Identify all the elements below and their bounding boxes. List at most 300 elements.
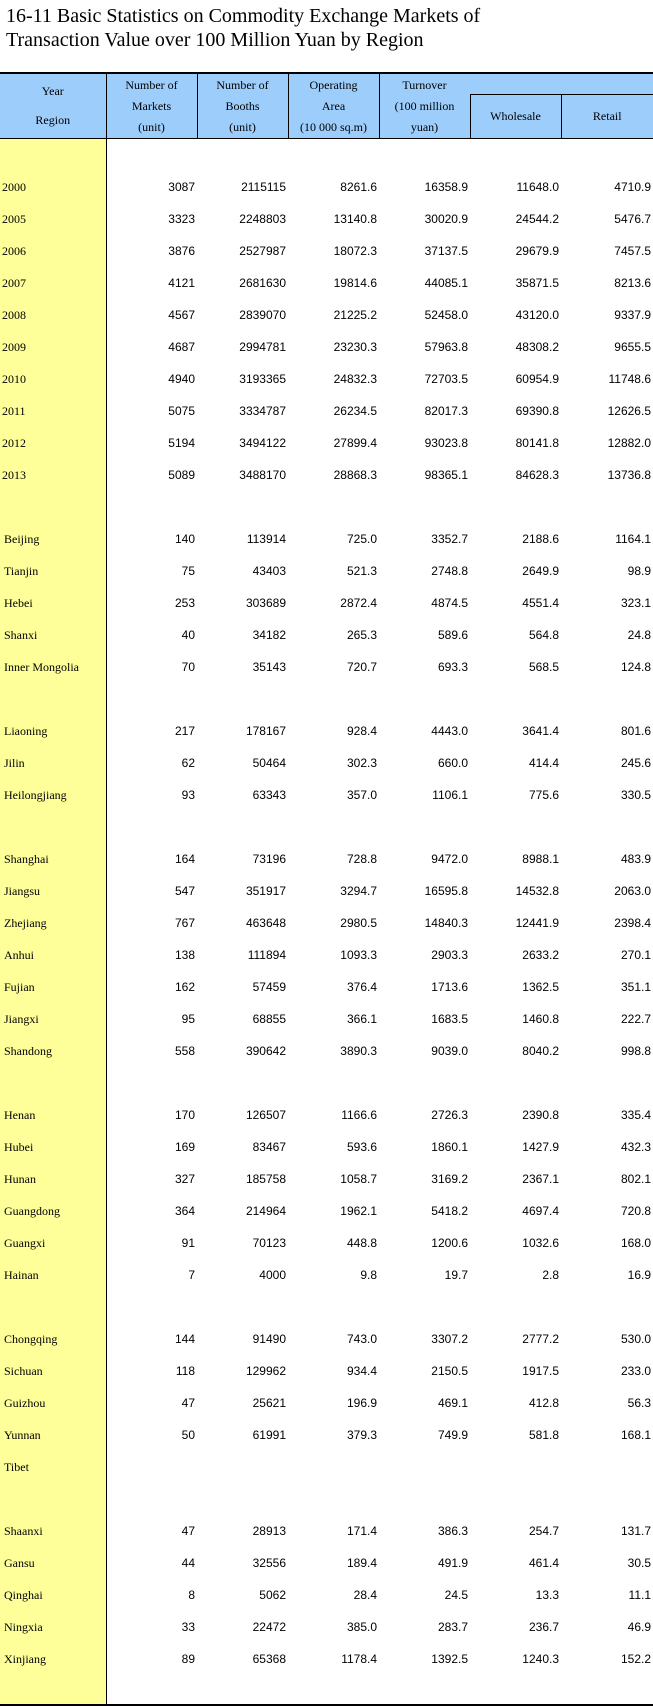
markets-cell: 47 bbox=[181, 1524, 195, 1538]
markets-cell bbox=[106, 1451, 197, 1483]
booths-cell: 2527987 bbox=[239, 244, 286, 258]
markets-cell: 327 bbox=[174, 1172, 195, 1186]
markets-cell: 62 bbox=[181, 756, 195, 770]
area-cell: 3294.7 bbox=[340, 884, 377, 898]
table-row bbox=[0, 1003, 653, 1035]
retail-cell: 24.8 bbox=[627, 628, 651, 642]
booths-cell: 111894 bbox=[247, 948, 286, 962]
wholesale-cell: 254.7 bbox=[528, 1524, 559, 1538]
markets-cell: 253 bbox=[174, 596, 195, 610]
booths-cell: 3334787 bbox=[239, 404, 286, 418]
table-row bbox=[0, 587, 653, 619]
spacer-cell bbox=[197, 139, 288, 172]
retail-cell: 13736.8 bbox=[607, 468, 651, 482]
region-cell: Hebei bbox=[0, 587, 106, 619]
wholesale-cell bbox=[470, 1451, 561, 1483]
booths-cell: 390642 bbox=[245, 1044, 286, 1058]
spacer-cell bbox=[561, 491, 653, 523]
wholesale-cell: 1917.5 bbox=[522, 1364, 559, 1378]
retail-cell: 222.7 bbox=[620, 1012, 651, 1026]
header-turnover-line-3: yuan) bbox=[410, 119, 439, 134]
retail-cell: 56.3 bbox=[627, 1396, 651, 1410]
area-cell: 189.4 bbox=[346, 1556, 377, 1570]
booths-cell: 3193365 bbox=[239, 372, 286, 386]
spacer-row bbox=[0, 139, 653, 172]
header-region: Region bbox=[35, 113, 71, 127]
spacer-cell bbox=[197, 1291, 288, 1323]
booths-cell: 2115115 bbox=[241, 180, 286, 194]
wholesale-cell: 24544.2 bbox=[515, 212, 559, 226]
header-retail bbox=[561, 95, 653, 139]
table-row bbox=[0, 523, 653, 555]
region-cell: Jiangxi bbox=[0, 1003, 106, 1035]
area-cell: 1166.6 bbox=[341, 1108, 377, 1122]
table-row bbox=[0, 1451, 653, 1483]
area-cell: 366.1 bbox=[346, 1012, 377, 1026]
area-cell: 8261.6 bbox=[340, 180, 377, 194]
wholesale-cell: 1362.5 bbox=[522, 980, 559, 994]
booths-cell: 351917 bbox=[245, 884, 286, 898]
wholesale-cell: 29679.9 bbox=[515, 244, 559, 258]
booths-cell: 70123 bbox=[252, 1236, 286, 1250]
table-body bbox=[0, 139, 653, 1706]
wholesale-cell: 84628.3 bbox=[515, 468, 559, 482]
area-cell: 3890.3 bbox=[340, 1044, 377, 1058]
spacer-cell bbox=[379, 811, 470, 843]
title-line-2: Transaction Value over 100 Million Yuan by Region bbox=[6, 29, 424, 51]
booths-cell: 178167 bbox=[245, 724, 286, 738]
area-cell: 9.8 bbox=[360, 1268, 377, 1282]
booths-cell: 185758 bbox=[245, 1172, 286, 1186]
region-cell: Shanghai bbox=[0, 843, 106, 875]
region-cell: Hainan bbox=[0, 1259, 106, 1291]
turnover-cell: 1713.6 bbox=[431, 980, 468, 994]
region-cell: Guizhou bbox=[0, 1387, 106, 1419]
booths-cell: 4000 bbox=[259, 1268, 286, 1282]
spacer-cell bbox=[561, 1067, 653, 1099]
spacer-cell bbox=[470, 1291, 561, 1323]
retail-cell: 9655.5 bbox=[614, 340, 651, 354]
wholesale-cell: 60954.9 bbox=[515, 372, 559, 386]
retail-cell: 12626.5 bbox=[607, 404, 651, 418]
retail-cell: 5476.7 bbox=[614, 212, 651, 226]
booths-cell bbox=[197, 1451, 288, 1483]
booths-cell: 129962 bbox=[245, 1364, 286, 1378]
spacer-cell bbox=[470, 139, 561, 172]
area-cell: 720.7 bbox=[346, 660, 377, 674]
spacer-cell bbox=[288, 1483, 379, 1515]
spacer-row bbox=[0, 1291, 653, 1323]
booths-cell: 5062 bbox=[259, 1588, 286, 1602]
booths-cell: 83467 bbox=[252, 1140, 286, 1154]
spacer-cell bbox=[561, 139, 653, 172]
wholesale-cell: 1032.6 bbox=[522, 1236, 559, 1250]
header-area-line-3: (10 000 sq.m) bbox=[300, 119, 367, 134]
region-cell: Tibet bbox=[0, 1451, 106, 1483]
retail-cell: 432.3 bbox=[620, 1140, 651, 1154]
spacer-cell bbox=[288, 1291, 379, 1323]
turnover-cell: 72703.5 bbox=[424, 372, 468, 386]
turnover-cell: 660.0 bbox=[437, 756, 468, 770]
region-cell: Sichuan bbox=[0, 1355, 106, 1387]
booths-cell: 2839070 bbox=[239, 308, 286, 322]
year-cell: 2007 bbox=[0, 267, 106, 299]
table-row bbox=[0, 363, 653, 395]
region-cell: Guangxi bbox=[0, 1227, 106, 1259]
retail-cell: 270.1 bbox=[620, 948, 651, 962]
spacer-name-cell bbox=[0, 1067, 106, 1099]
year-cell: 2008 bbox=[0, 299, 106, 331]
markets-cell: 364 bbox=[174, 1204, 195, 1218]
table-row bbox=[0, 1515, 653, 1547]
booths-cell: 32556 bbox=[252, 1556, 286, 1570]
turnover-cell: 57963.8 bbox=[424, 340, 468, 354]
title-line-1: 16-11 Basic Statistics on Commodity Exchange Markets of bbox=[6, 5, 481, 27]
retail-cell bbox=[561, 1451, 653, 1483]
wholesale-cell: 8988.1 bbox=[522, 852, 559, 866]
header-area-line-1: Operating bbox=[309, 77, 358, 92]
wholesale-cell: 4697.4 bbox=[522, 1204, 559, 1218]
retail-cell: 152.2 bbox=[620, 1652, 651, 1666]
area-cell: 1093.3 bbox=[340, 948, 377, 962]
wholesale-cell: 2777.2 bbox=[522, 1332, 559, 1346]
turnover-cell: 693.3 bbox=[437, 660, 468, 674]
table-row bbox=[0, 715, 653, 747]
statistics-table bbox=[0, 72, 653, 1706]
region-cell: Gansu bbox=[0, 1547, 106, 1579]
retail-cell: 720.8 bbox=[620, 1204, 651, 1218]
header-booths-line-2: Booths bbox=[225, 98, 260, 113]
spacer-cell bbox=[106, 139, 197, 172]
booths-cell: 50464 bbox=[252, 756, 286, 770]
retail-cell: 335.4 bbox=[620, 1108, 651, 1122]
turnover-cell: 30020.9 bbox=[424, 212, 468, 226]
retail-cell: 351.1 bbox=[620, 980, 651, 994]
retail-cell: 7457.5 bbox=[614, 244, 651, 258]
markets-cell: 169 bbox=[174, 1140, 195, 1154]
turnover-cell: 1106.1 bbox=[432, 788, 468, 802]
markets-cell: 144 bbox=[174, 1332, 195, 1346]
region-cell: Yunnan bbox=[0, 1419, 106, 1451]
turnover-cell: 37137.5 bbox=[424, 244, 468, 258]
booths-cell: 25621 bbox=[252, 1396, 286, 1410]
booths-cell: 22472 bbox=[252, 1620, 286, 1634]
table-row bbox=[0, 1259, 653, 1291]
spacer-cell bbox=[561, 1483, 653, 1515]
markets-cell: 138 bbox=[174, 948, 195, 962]
spacer-row bbox=[0, 1675, 653, 1705]
table-row bbox=[0, 299, 653, 331]
table-row bbox=[0, 1195, 653, 1227]
retail-cell: 233.0 bbox=[620, 1364, 651, 1378]
spacer-cell bbox=[561, 811, 653, 843]
spacer-cell bbox=[106, 1675, 197, 1705]
retail-cell: 1164.1 bbox=[615, 532, 651, 546]
table-row bbox=[0, 907, 653, 939]
markets-cell: 95 bbox=[181, 1012, 195, 1026]
spacer-cell bbox=[106, 683, 197, 715]
table-row bbox=[0, 1547, 653, 1579]
turnover-cell: 14840.3 bbox=[424, 916, 468, 930]
booths-cell: 73196 bbox=[252, 852, 286, 866]
header-year: Year bbox=[41, 84, 64, 98]
retail-cell: 2398.4 bbox=[614, 916, 651, 930]
area-cell: 928.4 bbox=[346, 724, 377, 738]
spacer-cell bbox=[197, 491, 288, 523]
turnover-cell: 386.3 bbox=[437, 1524, 468, 1538]
header-markets-line-3: (unit) bbox=[138, 119, 165, 134]
booths-cell: 63343 bbox=[252, 788, 286, 802]
header-booths-line-1: Number of bbox=[216, 77, 269, 92]
retail-cell: 9337.9 bbox=[614, 308, 651, 322]
spacer-row bbox=[0, 683, 653, 715]
markets-cell: 33 bbox=[181, 1620, 195, 1634]
retail-cell: 530.0 bbox=[620, 1332, 651, 1346]
region-cell: Guangdong bbox=[0, 1195, 106, 1227]
turnover-cell: 82017.3 bbox=[424, 404, 468, 418]
turnover-cell: 16595.8 bbox=[424, 884, 468, 898]
spacer-cell bbox=[379, 1675, 470, 1705]
retail-cell: 4710.9 bbox=[614, 180, 651, 194]
retail-cell: 98.9 bbox=[627, 564, 651, 578]
year-cell: 2005 bbox=[0, 203, 106, 235]
table-row bbox=[0, 1355, 653, 1387]
booths-cell: 65368 bbox=[252, 1652, 286, 1666]
area-cell: 24832.3 bbox=[333, 372, 377, 386]
retail-cell: 30.5 bbox=[627, 1556, 651, 1570]
retail-cell: 46.9 bbox=[627, 1620, 651, 1634]
area-cell bbox=[288, 1451, 379, 1483]
area-cell: 171.4 bbox=[346, 1524, 377, 1538]
retail-cell: 11.1 bbox=[628, 1588, 651, 1602]
region-cell: Zhejiang bbox=[0, 907, 106, 939]
spacer-cell bbox=[288, 1675, 379, 1705]
wholesale-cell: 2633.2 bbox=[522, 948, 559, 962]
region-cell: Heilongjiang bbox=[0, 779, 106, 811]
markets-cell: 3876 bbox=[168, 244, 195, 258]
spacer-cell bbox=[106, 811, 197, 843]
booths-cell: 43403 bbox=[252, 564, 286, 578]
table-header bbox=[0, 73, 653, 139]
turnover-cell: 24.5 bbox=[444, 1588, 468, 1602]
wholesale-cell: 2188.6 bbox=[522, 532, 559, 546]
spacer-cell bbox=[379, 683, 470, 715]
markets-cell: 7 bbox=[188, 1268, 195, 1282]
wholesale-cell: 14532.8 bbox=[515, 884, 559, 898]
markets-cell: 75 bbox=[181, 564, 195, 578]
wholesale-cell: 4551.4 bbox=[522, 596, 559, 610]
table-row bbox=[0, 1163, 653, 1195]
spacer-cell bbox=[379, 491, 470, 523]
spacer-cell bbox=[470, 491, 561, 523]
spacer-cell bbox=[561, 683, 653, 715]
markets-cell: 47 bbox=[181, 1396, 195, 1410]
region-cell: Jilin bbox=[0, 747, 106, 779]
wholesale-cell: 1427.9 bbox=[522, 1140, 559, 1154]
header-turnover-line-1: Turnover bbox=[402, 77, 447, 92]
turnover-cell: 2150.5 bbox=[431, 1364, 468, 1378]
spacer-cell bbox=[470, 1483, 561, 1515]
area-cell: 1058.7 bbox=[340, 1172, 377, 1186]
markets-cell: 547 bbox=[174, 884, 195, 898]
spacer-cell bbox=[106, 1291, 197, 1323]
booths-cell: 3488170 bbox=[239, 468, 286, 482]
retail-cell: 11748.6 bbox=[608, 372, 651, 386]
wholesale-cell: 564.8 bbox=[528, 628, 559, 642]
area-cell: 593.6 bbox=[346, 1140, 377, 1154]
booths-cell: 28913 bbox=[252, 1524, 286, 1538]
year-cell: 2013 bbox=[0, 459, 106, 491]
retail-cell: 16.9 bbox=[627, 1268, 651, 1282]
turnover-cell: 9472.0 bbox=[431, 852, 468, 866]
markets-cell: 89 bbox=[181, 1652, 195, 1666]
table-row bbox=[0, 1323, 653, 1355]
wholesale-cell: 2390.8 bbox=[522, 1108, 559, 1122]
table-row bbox=[0, 171, 653, 203]
markets-cell: 3323 bbox=[168, 212, 195, 226]
spacer-cell bbox=[288, 1067, 379, 1099]
retail-cell: 330.5 bbox=[620, 788, 651, 802]
region-cell: Chongqing bbox=[0, 1323, 106, 1355]
region-cell: Fujian bbox=[0, 971, 106, 1003]
area-cell: 19814.6 bbox=[333, 276, 377, 290]
area-cell: 196.9 bbox=[346, 1396, 377, 1410]
header-year-region bbox=[0, 73, 106, 138]
table-row bbox=[0, 1131, 653, 1163]
table-row bbox=[0, 427, 653, 459]
area-cell: 2980.5 bbox=[340, 916, 377, 930]
turnover-cell: 2726.3 bbox=[431, 1108, 468, 1122]
spacer-row bbox=[0, 1067, 653, 1099]
markets-cell: 4121 bbox=[168, 276, 195, 290]
turnover-cell: 93023.8 bbox=[424, 436, 468, 450]
wholesale-cell: 412.8 bbox=[528, 1396, 559, 1410]
region-cell: Beijing bbox=[0, 523, 106, 555]
booths-cell: 68855 bbox=[252, 1012, 286, 1026]
markets-cell: 140 bbox=[174, 532, 195, 546]
turnover-cell: 98365.1 bbox=[424, 468, 468, 482]
table-row bbox=[0, 1643, 653, 1675]
table-row bbox=[0, 651, 653, 683]
turnover-cell: 2903.3 bbox=[431, 948, 468, 962]
area-cell: 385.0 bbox=[346, 1620, 377, 1634]
table-row bbox=[0, 843, 653, 875]
header-markets-line-1: Number of bbox=[125, 77, 178, 92]
table-row bbox=[0, 203, 653, 235]
area-cell: 448.8 bbox=[346, 1236, 377, 1250]
wholesale-cell: 568.5 bbox=[528, 660, 559, 674]
markets-cell: 767 bbox=[174, 916, 195, 930]
spacer-cell bbox=[470, 811, 561, 843]
wholesale-cell: 48308.2 bbox=[515, 340, 559, 354]
markets-cell: 93 bbox=[181, 788, 195, 802]
header-wholesale-label: Wholesale bbox=[490, 109, 541, 123]
turnover-cell: 749.9 bbox=[437, 1428, 468, 1442]
markets-cell: 5194 bbox=[168, 436, 195, 450]
area-cell: 743.0 bbox=[346, 1332, 377, 1346]
wholesale-cell: 3641.4 bbox=[522, 724, 559, 738]
wholesale-cell: 11648.0 bbox=[516, 180, 559, 194]
year-cell: 2011 bbox=[0, 395, 106, 427]
turnover-cell: 491.9 bbox=[437, 1556, 468, 1570]
markets-cell: 4687 bbox=[168, 340, 195, 354]
turnover-cell: 19.7 bbox=[444, 1268, 468, 1282]
spacer-cell bbox=[288, 491, 379, 523]
wholesale-cell: 581.8 bbox=[528, 1428, 559, 1442]
area-cell: 376.4 bbox=[346, 980, 377, 994]
area-cell: 13140.8 bbox=[333, 212, 377, 226]
markets-cell: 217 bbox=[174, 724, 195, 738]
markets-cell: 44 bbox=[181, 1556, 195, 1570]
area-cell: 357.0 bbox=[346, 788, 377, 802]
area-cell: 18072.3 bbox=[333, 244, 377, 258]
booths-cell: 2248803 bbox=[239, 212, 286, 226]
table-row bbox=[0, 555, 653, 587]
wholesale-cell: 461.4 bbox=[528, 1556, 559, 1570]
retail-cell: 124.8 bbox=[620, 660, 651, 674]
spacer-cell bbox=[470, 1675, 561, 1705]
header-area bbox=[288, 73, 379, 138]
table-row bbox=[0, 1579, 653, 1611]
turnover-cell: 16358.9 bbox=[424, 180, 468, 194]
retail-cell: 168.1 bbox=[620, 1428, 651, 1442]
retail-cell: 2063.0 bbox=[614, 884, 651, 898]
turnover-cell: 3352.7 bbox=[431, 532, 468, 546]
booths-cell: 113914 bbox=[246, 532, 286, 546]
area-cell: 28.4 bbox=[353, 1588, 377, 1602]
wholesale-cell: 43120.0 bbox=[515, 308, 559, 322]
region-cell: Jiangsu bbox=[0, 875, 106, 907]
spacer-cell bbox=[288, 683, 379, 715]
header-retail-label: Retail bbox=[592, 109, 622, 123]
wholesale-cell: 35871.5 bbox=[515, 276, 559, 290]
area-cell: 28868.3 bbox=[333, 468, 377, 482]
turnover-cell: 3307.2 bbox=[431, 1332, 468, 1346]
markets-cell: 558 bbox=[174, 1044, 195, 1058]
area-cell: 27899.4 bbox=[333, 436, 377, 450]
area-cell: 725.0 bbox=[346, 532, 377, 546]
turnover-cell: 2748.8 bbox=[431, 564, 468, 578]
retail-cell: 323.1 bbox=[620, 596, 651, 610]
year-cell: 2000 bbox=[0, 171, 106, 203]
wholesale-cell: 2367.1 bbox=[522, 1172, 559, 1186]
markets-cell: 70 bbox=[181, 660, 195, 674]
markets-cell: 8 bbox=[188, 1588, 195, 1602]
header-markets bbox=[106, 73, 197, 138]
retail-cell: 245.6 bbox=[620, 756, 651, 770]
header-turnover-blank bbox=[470, 73, 653, 95]
wholesale-cell: 236.7 bbox=[528, 1620, 559, 1634]
spacer-row bbox=[0, 1483, 653, 1515]
area-cell: 728.8 bbox=[346, 852, 377, 866]
area-cell: 265.3 bbox=[346, 628, 377, 642]
area-cell: 1962.1 bbox=[340, 1204, 377, 1218]
turnover-cell: 589.6 bbox=[437, 628, 468, 642]
area-cell: 1178.4 bbox=[341, 1652, 377, 1666]
region-cell: Ningxia bbox=[0, 1611, 106, 1643]
markets-cell: 4940 bbox=[168, 372, 195, 386]
spacer-cell bbox=[197, 1675, 288, 1705]
table-row bbox=[0, 971, 653, 1003]
spacer-cell bbox=[197, 1483, 288, 1515]
spacer-cell bbox=[470, 683, 561, 715]
booths-cell: 2994781 bbox=[239, 340, 286, 354]
spacer-cell bbox=[561, 1291, 653, 1323]
area-cell: 2872.4 bbox=[340, 596, 377, 610]
spacer-cell bbox=[561, 1675, 653, 1705]
markets-cell: 164 bbox=[174, 852, 195, 866]
retail-cell: 131.7 bbox=[620, 1524, 651, 1538]
